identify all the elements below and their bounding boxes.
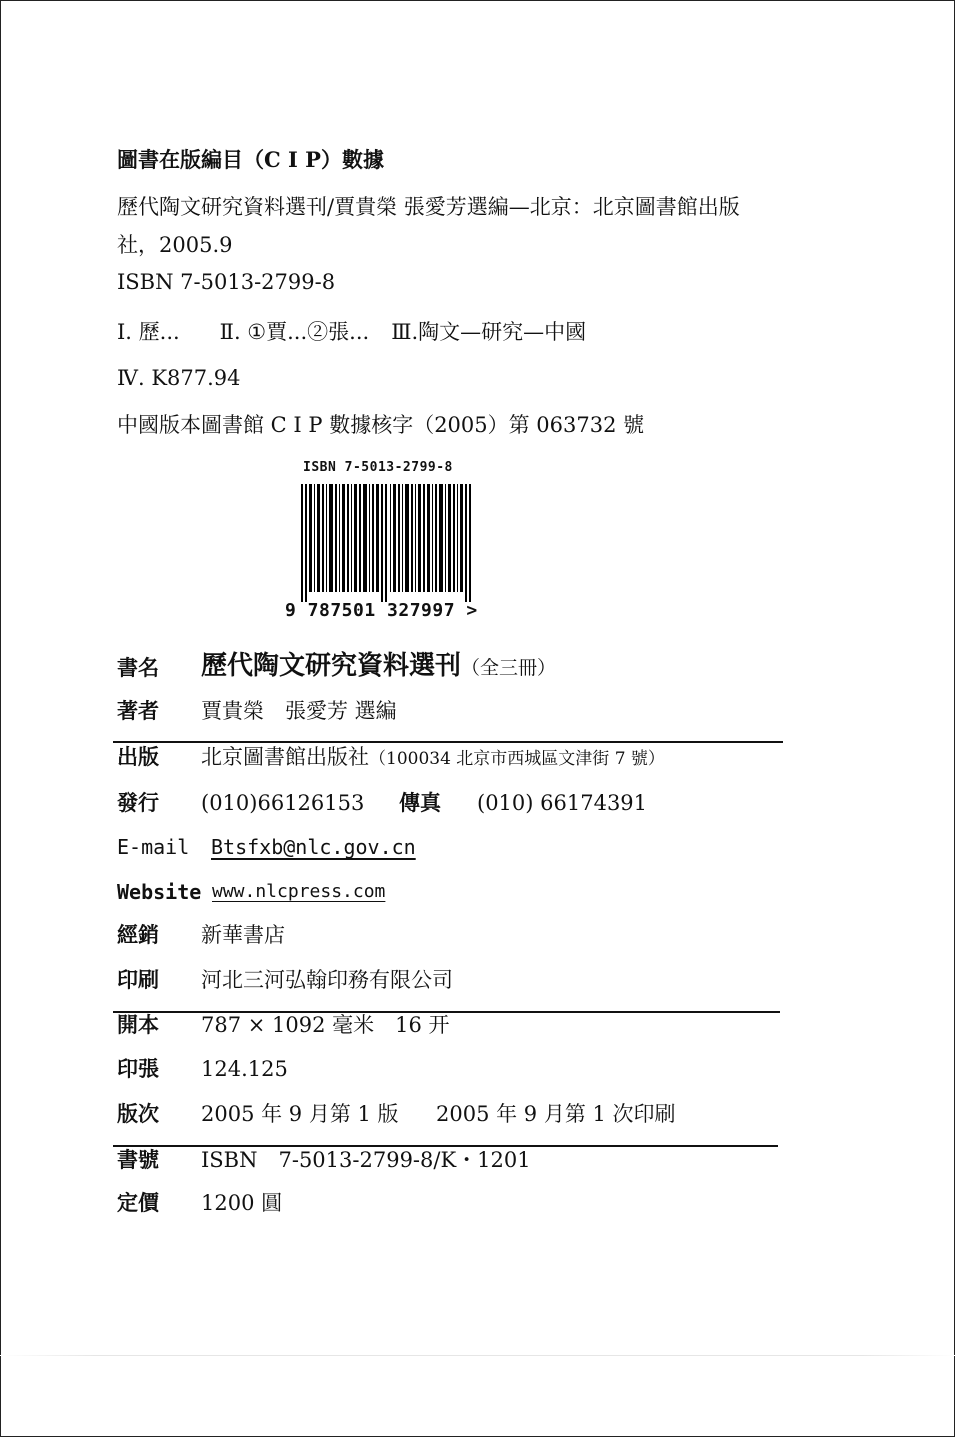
cip-classification: Ⅳ. K877.94 [117, 366, 241, 390]
cip-line-1: 歷代陶文研究資料選刊/賈貴榮 張愛芳選編—北京：北京圖書館出版 [117, 195, 740, 219]
website-link[interactable]: www.nlcpress.com [212, 881, 386, 902]
publisher-value [201, 743, 665, 773]
price-label: 定價 [117, 1190, 159, 1215]
publisher-address: （100034 北京市西城區文津街 7 號） [369, 749, 665, 769]
editors-label: 著者 [117, 698, 159, 723]
format-label: 開本 [117, 1012, 159, 1037]
printer-value: 河北三河弘翰印務有限公司 [201, 968, 453, 992]
cip-subject-2: Ⅱ. ①賈...②張... [219, 320, 370, 344]
distribution-phone: (010)66126153 [201, 791, 365, 815]
price-value: 1200 圓 [201, 1191, 283, 1215]
email-link[interactable]: Btsfxb@nlc.gov.cn [211, 835, 416, 859]
barcode-digits: 9 787501 327997 > [285, 600, 478, 621]
format-value: 787 × 1092 毫米 16 开 [201, 1013, 450, 1037]
fax-value: (010) 66174391 [477, 791, 648, 815]
seller-value: 新華書店 [201, 923, 285, 947]
book-title: 歷代陶文研究資料選刊 [201, 651, 462, 681]
book-title-volumes: （全三冊） [461, 657, 557, 679]
sheets-value: 124.125 [201, 1057, 288, 1081]
cip-subjects [117, 318, 586, 346]
publisher-name: 北京圖書館出版社 [201, 745, 369, 769]
publisher-label: 出版 [117, 744, 159, 769]
cip-isbn: ISBN 7-5013-2799-8 [117, 270, 336, 294]
book-number-value: ISBN 7-5013-2799-8/K・1201 [201, 1148, 531, 1172]
cip-heading: 圖書在版編目（C I P）數據 [117, 147, 384, 172]
book-number-label: 書號 [117, 1147, 159, 1172]
edition-value: 2005 年 9 月第 1 版 [201, 1102, 399, 1126]
cip-subject-3: Ⅲ.陶文—研究—中國 [391, 320, 587, 344]
sheets-label: 印張 [117, 1056, 159, 1081]
isbn-barcode [285, 460, 500, 628]
scan-artifact-line [0, 1355, 957, 1356]
editors-value: 賈貴榮 張愛芳 選編 [201, 699, 397, 723]
seller-label: 經銷 [117, 922, 159, 947]
cip-subject-1: Ⅰ. 歷... [117, 320, 180, 344]
title-value [201, 652, 556, 682]
email-label: E-mail [117, 835, 190, 859]
barcode-isbn-label: ISBN 7-5013-2799-8 [303, 460, 453, 475]
printer-label: 印刷 [117, 967, 159, 992]
title-label: 書名 [117, 655, 159, 680]
cip-verify: 中國版本圖書館 C I P 數據核字（2005）第 063732 號 [117, 413, 645, 437]
fax-label: 傳真 [399, 790, 441, 815]
printing-value: 2005 年 9 月第 1 次印刷 [436, 1102, 676, 1126]
distribution-label: 發行 [117, 790, 159, 815]
barcode-bars [301, 484, 481, 602]
website-label: Website [117, 880, 202, 904]
cip-line-2: 社，2005.9 [117, 233, 233, 257]
edition-label: 版次 [117, 1101, 159, 1126]
